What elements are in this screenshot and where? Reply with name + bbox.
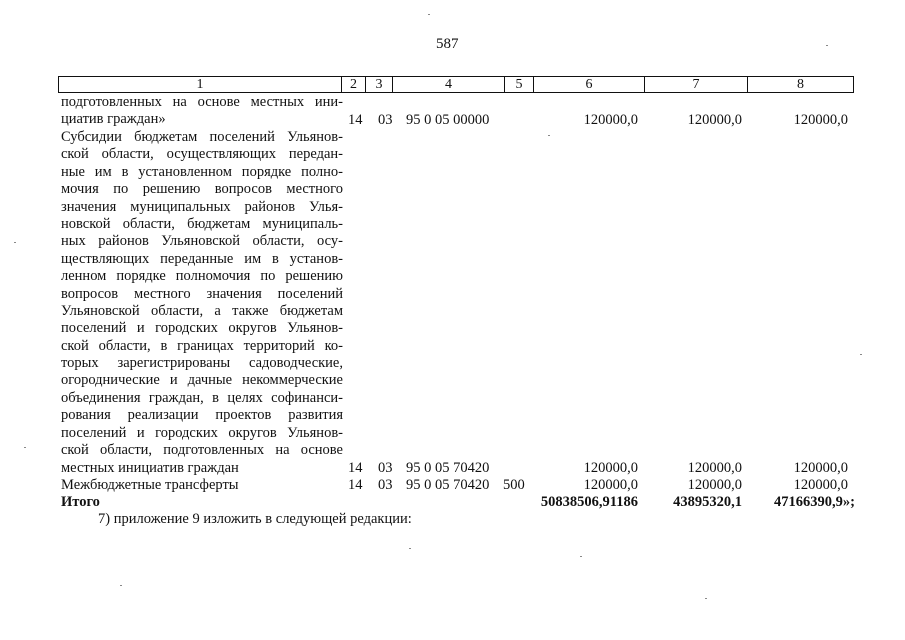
cell-expense-type: 500	[503, 477, 525, 493]
text-line: ленном порядке полномочия по решению	[61, 268, 343, 285]
header-col-5: 5	[504, 77, 533, 92]
scan-speck	[120, 585, 122, 586]
cell-amount-2: 120000,0	[687, 477, 742, 493]
subsidy-description	[61, 129, 343, 459]
total-row	[0, 494, 905, 511]
text-line: вопросов местного значения поселений	[61, 285, 343, 302]
cell-target-code: 95 0 05 70420	[406, 460, 490, 476]
text-line: подготовленных на основе местных ини-	[61, 94, 343, 110]
text-line: ской области, подготовленных на основе	[61, 442, 343, 459]
text-line: ные им в установленном порядке полно-	[61, 163, 343, 180]
table-row	[0, 112, 905, 129]
cell-amount-2: 120000,0	[687, 112, 742, 128]
total-label: Итого	[61, 494, 100, 510]
scan-speck	[860, 354, 862, 355]
cell-amount-1: 120000,0	[583, 477, 638, 493]
cell-section: 14	[348, 112, 363, 128]
cell-amount-1: 120000,0	[583, 460, 638, 476]
scan-speck	[409, 548, 411, 549]
cell-section: 14	[348, 460, 363, 476]
scan-speck	[705, 598, 707, 599]
cell-subsection: 03	[378, 112, 393, 128]
table-header-row	[58, 76, 854, 93]
text-line: Субсидии бюджетам поселений Ульянов-	[61, 129, 343, 145]
total-amount-1: 50838506,91186	[540, 494, 638, 510]
cell-amount-2: 120000,0	[687, 460, 742, 476]
table-row	[0, 477, 905, 494]
total-amount-2: 43895320,1	[673, 494, 742, 510]
cell-subsection: 03	[378, 460, 393, 476]
scan-speck	[580, 556, 582, 557]
cell-target-code: 95 0 05 00000	[406, 112, 490, 128]
header-col-4: 4	[392, 77, 504, 92]
scan-speck	[826, 45, 828, 46]
text-line: ществляющих переданные им в установ-	[61, 250, 343, 267]
cell-name: местных инициатив граждан	[61, 460, 239, 476]
text-line: циатив граждан»	[61, 111, 166, 128]
text-line: ской области, в границах территорий ко-	[61, 337, 343, 354]
cell-amount-3: 120000,0	[793, 477, 848, 493]
text-line: новской области, бюджетам муниципаль-	[61, 215, 343, 232]
amendment-instruction: 7) приложение 9 изложить в следующей редакции:	[98, 511, 412, 527]
text-line: объединения граждан, в целях софинанси-	[61, 389, 343, 406]
scan-speck	[548, 135, 550, 136]
page-number: 587	[436, 36, 459, 52]
cell-name: Межбюджетные трансферты	[61, 477, 239, 493]
header-col-6: 6	[533, 77, 644, 92]
text-line: рования реализации проектов развития	[61, 407, 343, 424]
cell-amount-1: 120000,0	[583, 112, 638, 128]
header-col-3: 3	[365, 77, 392, 92]
text-line: ской области, осуществляющих передан-	[61, 146, 343, 163]
total-amount-3: 47166390,9»;	[774, 494, 855, 510]
text-line: мочия по решению вопросов местного	[61, 181, 343, 198]
text-line: Ульяновской области, а также бюджетам	[61, 302, 343, 319]
cell-amount-3: 120000,0	[793, 112, 848, 128]
cell-subsection: 03	[378, 477, 393, 493]
header-col-7: 7	[644, 77, 747, 92]
table-row	[0, 460, 905, 477]
cell-section: 14	[348, 477, 363, 493]
scan-speck	[428, 14, 430, 15]
cell-amount-3: 120000,0	[793, 460, 848, 476]
text-line: поселений и городских округов Ульянов-	[61, 320, 343, 337]
text-line: значения муниципальных районов Улья-	[61, 198, 343, 215]
header-col-8: 8	[747, 77, 853, 92]
text-line: огороднические и дачные некоммерческие	[61, 372, 343, 389]
text-line: поселений и городских округов Ульянов-	[61, 424, 343, 441]
header-col-2: 2	[341, 77, 365, 92]
header-col-1: 1	[196, 77, 204, 92]
text-line: торых зарегистрированы садоводческие,	[61, 355, 343, 372]
scan-speck	[24, 447, 26, 448]
text-line: ных районов Ульяновской области, осу-	[61, 233, 343, 250]
scan-speck	[14, 242, 16, 243]
cell-target-code: 95 0 05 70420	[406, 477, 490, 493]
